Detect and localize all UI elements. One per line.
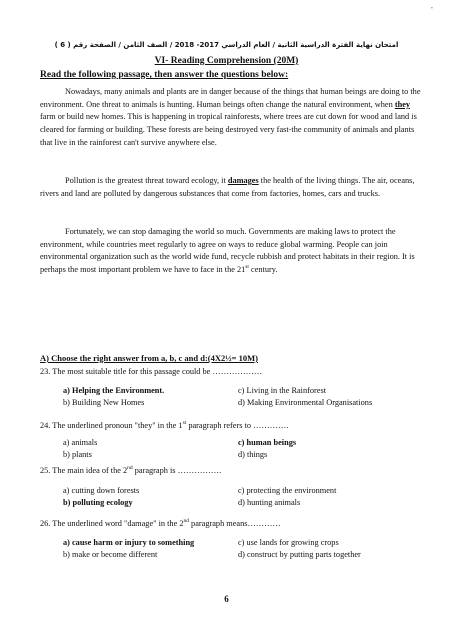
underlined-damages: damages bbox=[227, 176, 259, 185]
p2-text-before: Pollution is the greatest threat toward ecology, it bbox=[65, 176, 228, 185]
q25-stem-post: paragraph is ……………. bbox=[132, 466, 222, 475]
q25-stem-sup: nd bbox=[127, 465, 133, 472]
q24-option-d[interactable]: d) things bbox=[238, 450, 268, 459]
q26-stem-pre: 26. The underlined word "damage" in the 2 bbox=[40, 519, 184, 528]
q25-option-a[interactable]: a) cutting down forests bbox=[63, 486, 140, 495]
instruction-text: Read the following passage, then answer the questions below: bbox=[40, 70, 289, 80]
p3-text-before: Fortunately, we can stop damaging the world so much. Governments are making laws to protect the environment, while countries meet regularly to agree on ways to reduce global warming. People can join environmental organization such as the world wide fund, recycle rubbish and protect habitats in their region. It is perhaps the most important problem we have to face in the 21 bbox=[40, 227, 415, 275]
q24-stem-pre: 24. The underlined pronoun "they" in the 1 bbox=[40, 421, 183, 430]
q26-option-a[interactable]: a) cause harm or injury to something bbox=[63, 538, 195, 547]
q26-option-b[interactable]: b) make or become different bbox=[63, 550, 158, 559]
q24-option-c[interactable]: c) human beings bbox=[238, 438, 297, 447]
q25-stem-pre: 25. The main idea of the 2 bbox=[40, 466, 128, 475]
q23-option-c[interactable]: c) Living in the Rainforest bbox=[238, 386, 327, 395]
underlined-they: they bbox=[394, 99, 411, 109]
question-24-stem bbox=[40, 421, 288, 430]
q26-option-d[interactable]: d) construct by putting parts together bbox=[238, 550, 361, 559]
q26-stem-sup: nd bbox=[183, 518, 189, 525]
passage-paragraph-3 bbox=[40, 226, 423, 277]
question-26-stem bbox=[40, 519, 281, 528]
q25-option-d[interactable]: d) hunting animals bbox=[238, 498, 301, 507]
p3-superscript: st bbox=[245, 264, 249, 271]
p3-text-after: century. bbox=[248, 265, 278, 275]
q23-option-a[interactable]: a) Helping the Environment. bbox=[63, 386, 165, 395]
p2-text-after: the health of the living things. The air, oceans, rivers and land are polluted by dangerous substances that come from factories, homes, cars and trucks. bbox=[40, 176, 415, 198]
q24-option-a[interactable]: a) animals bbox=[63, 438, 98, 447]
question-25-stem bbox=[40, 466, 221, 475]
passage-paragraph-2 bbox=[40, 175, 423, 200]
q24-stem-sup: st bbox=[182, 420, 187, 427]
p1-text-before: Nowadays, many animals and plants are in danger because of the things that human beings are doing to the environment. One threat to animals is hunting. Human beings often change the natural environment, when bbox=[40, 87, 421, 109]
part-a-title: A) Choose the right answer from a, b, c and d:(4X2½= 10M) bbox=[40, 353, 258, 363]
q24-option-b[interactable]: b) plants bbox=[63, 450, 92, 459]
page-header: امتحان نهاية الفترة الدراسية الثانية / العام الدراسي 2017- 2018 / الصف الثامن / الصفحة رقم ( 6 ) bbox=[54, 41, 399, 49]
q24-stem-post: paragraph refers to …………. bbox=[186, 421, 289, 430]
q26-stem-post: paragraph means………… bbox=[188, 519, 281, 528]
corner-mark: • bbox=[430, 6, 433, 12]
page-number: 6 bbox=[224, 594, 229, 604]
q23-option-d[interactable]: d) Making Environmental Organisations bbox=[238, 398, 373, 407]
q25-option-c[interactable]: c) protecting the environment bbox=[238, 486, 337, 495]
q23-option-b[interactable]: b) Building New Homes bbox=[63, 398, 145, 407]
question-23-stem: 23. The most suitable title for this passage could be ……………… bbox=[40, 367, 263, 376]
passage-paragraph-1 bbox=[40, 86, 423, 150]
q26-option-c[interactable]: c) use lands for growing crops bbox=[238, 538, 339, 547]
p1-text-after: farm or build new homes. This is happening in tropical rainforests, where trees are cut down for wood and land is cleared for farming or building. These forests are being destroyed very fast-the community of animals and plants that live in the rainforest can't survive anywhere else. bbox=[40, 112, 417, 147]
section-title: VI- Reading Comprehension (20M) bbox=[154, 56, 299, 66]
q25-option-b[interactable]: b) polluting ecology bbox=[63, 498, 133, 507]
